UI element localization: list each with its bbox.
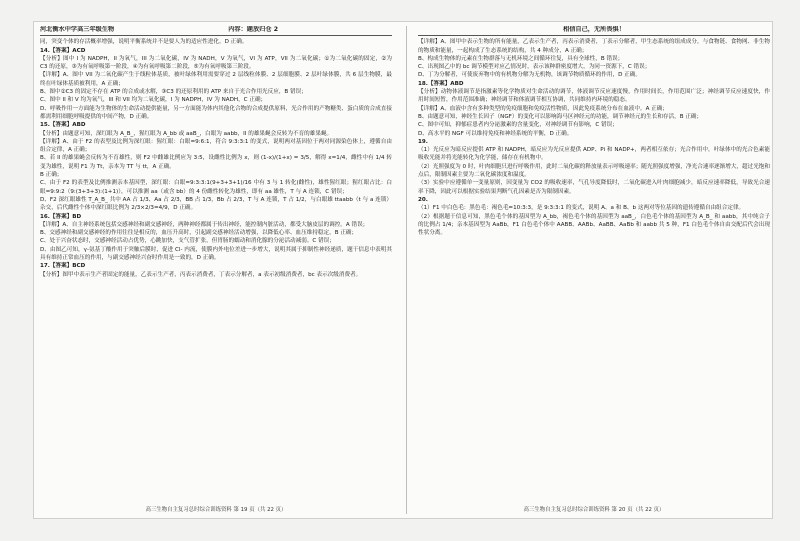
text-line: 【详解】A、图中 VII 为二氧化碳产生于线粒体基质，被叶绿体利用需要穿过 2 层线粒体膜、2 层细胞膜、2 层叶绿体膜，共 6 层生物膜，最终在叶绿体基质被利用，A 正确； — [40, 72, 392, 87]
right-body — [418, 38, 770, 237]
right-page-footer: 高三生物自主复习总时综合训练资料 第 20 页（共 22 页） — [523, 506, 665, 513]
left-page-header — [40, 26, 392, 36]
text-line: D、由图乙可知，γ-氨基丁酸作用于突触后膜时，促进 Cl- 内流，使膜内外电位差进一步增大，说明其属于抑制性神经递质，题干信息中表明其具有维持正常血压的作用，与副交感神经兴奋时作用是一致的，D 正确。 — [40, 246, 392, 262]
text-line: 【分析】图甲中表示生产者固定的能量，乙表示生产者，丙表示消费者，丁表示分解者，a 表示初级消费者，bc 表示次级消费者。 — [40, 271, 362, 278]
text-line: 【详解】A、自主神经系统包括交感神经和副交感神经，两种神经都属于传出神经，能控制内脏活动，都受大脑皮层的调控。A 错误； — [40, 221, 369, 228]
answer-heading: 18.【答案】ABD — [418, 80, 464, 87]
text-line: D、呼吸作用一方面能为生物体的生命活动提供能量，另一方面能为体内其他化合物的合成提供原料，光合作用的产物糖类、蛋白质的合成直接都需利用细胞呼吸提供的中间产物，D 正确。 — [40, 105, 392, 120]
text-line: C、图中可知，抑郁症患者内分泌激素的含量变化，对神经调节有影响，C 错误； — [418, 122, 618, 129]
text-line: 【详解】A、由于 F2 的表型及比例为深红眼：猩红眼：白眼=9:6:1，符合 9:3:3:1 的变式，说明两对基因位于两对同源染色体上，遵循自由组合定律，A 正确； — [40, 138, 392, 154]
page-divider — [406, 26, 407, 514]
text-line: （1）F1 中白色毛：黑色毛：褐色毛=10:3:3，是 9:3:3:1 的变式，说明 A、a 和 B、b 这两对等位基因的遗传遵循自由组合定律。 — [418, 205, 745, 212]
left-page-footer: 高三生物自主复习总时综合训练资料 第 19 页（共 22 页） — [145, 506, 287, 513]
right-page-header — [418, 26, 770, 36]
answer-heading: 14.【答案】ACD — [40, 47, 86, 54]
right-page — [418, 26, 770, 514]
content-title: 内容：题放归仓 2 — [228, 26, 279, 33]
text-line: D、F2 深红眼雄性 T_A_B_ 共中 AA 占 1/3、Aa 占 2/3，BB 占 1/3，Bb 占 2/3，T 与 A 连锁，T 占 1/2，与白眼雄 ttaabb（t 与 a 连锁）杂交，后代雌性个体中深红眼比例为 2/3×2/3=4/9，D 正确。 — [40, 196, 392, 212]
document-sheet — [34, 22, 772, 518]
text-line: B 正确； — [40, 172, 63, 179]
text-line: 【分析】由题意可知，深红眼为 A_B_，猩红眼为 A_bb 或 aaB_，白眼为 aabb，II 的雄果蝇会反转为不育的雄果蝇。 — [40, 130, 333, 137]
text-line: B、由题意可知，神经生长因子（NGF）的变化可以影响海马区神经元的功能，调节神经元的生长和存活，B 正确； — [418, 113, 703, 120]
text-line: D、丁为分解者，可使废弃物中的有机物分解为无机物，该调节物质循环的作用，D 正确。 — [418, 72, 641, 79]
text-line: B、构成生物体的元素在生物群落与无机环境之间循环往复，具有全球性，B 错误； — [418, 55, 624, 62]
text-line: C、图中 II 和 V 均为氧气，III 和 VII 均为二氧化碳，I 为 NADPH，IV 为 NADH，C 正确； — [40, 97, 267, 104]
text-line: C、处于兴奋状态时，交感神经活动占优势，心跳加快，支气管扩张，但胃肠的蠕动和消化腺的分泌活动减弱。C 错误； — [40, 238, 335, 245]
text-line: B、交感神经和副交感神经的作用往往是相反的，血压升高时，引起副交感神经活动增强，以降低心率、血压维持稳定，B 正确； — [40, 230, 358, 237]
left-body — [40, 38, 392, 279]
text-line: 【分析】图中 I 为 NADPH，II 为氧气，III 为二氧化碳，IV 为 NADH，V 为氧气，VI 为 ATP，VII 为二氧化碳；①为二氧化碳的固定，②为 C3 的还原，③为有氧呼吸第一阶段，④为有氧呼吸第二阶段，⑤为有氧呼吸第三阶段。 — [40, 55, 392, 71]
school-title: 河北衡水中学高三年级生物 — [40, 26, 115, 33]
text-line: 【详解】A、图甲中表示生物的所有能量，乙表示生产者，丙表示消费者，丁表示分解者，甲生态系统的组成成分，与食物链、食物网、非生物的物质和能量，一起构成了生态系统的结构，共 4 种成分，A 正确； — [418, 39, 770, 54]
text-line: C、由于 F2 的表型及比例推测亲本基因型，深红眼：白眼=9:3:3:1(9+3+3+1)/16 中有 3 与 1 转化(雌性)，雄性猩红眼；猩红眼占比：白眼=9:9:2（9:(3+3+3):(1+1)），可以推测 aa（或含 bb）的 4 份雌性转化为雄性，即有 aa 雄性，T 与 A 连锁，C 错误； — [40, 180, 392, 195]
answer-heading: 17.【答案】BCD — [40, 263, 86, 270]
answer-heading: 15.【答案】ABD — [40, 122, 86, 129]
text-line: D、高水平的 NGF 可以维持免疫和神经系统的平衡，D 正确。 — [418, 130, 573, 137]
motto: 相信自己，无所畏惧！ — [563, 26, 625, 33]
text-line: B、图中②C3 的固定不存在 ATP 的合成或水解，③C3 的还原利用的 ATP 来自于光合作用光反应，B 错误； — [40, 89, 307, 96]
text-line: （2）光照强度为 0 时，叶肉细胞只进行呼吸作用，此时二氧化碳的释放量表示呼吸速率；随光照强度增强，净光合速率逐渐增大，超过光饱和点后，限制因素主要为二氧化碳浓度和温度。 — [418, 163, 770, 179]
text-line: （3）实验中应遵循单一变量原则，因变量为 CO2 的吸收速率，气孔导度降低时，二氧化碳进入叶肉细胞减少，暗反应速率降低，导致光合速率下降，因此可以根据实验结果判断气孔因素是否为限制因素。 — [418, 180, 770, 195]
text-line: C、出现图乙中的 bc 调节模型对应乙情况时，表示该种群密度增大，为同一资源下，C 错误； — [418, 64, 651, 71]
text-line: （2）根据题干信息可知，黑色毛个体的基因型为 A_bb，褐色毛个体的基因型为 aaB_，白色毛个体的基因型为 A_B_ 和 aabb，其中纯合子的比例占 1/4；亲本基因型为 AaBb，F1 白色毛个体中 AABB、AABb、AaBB、AaBb 和 aabb 共 5 种，F1 白色毛个体自由交配后代会出现性状分离。 — [418, 213, 770, 237]
question-number: 19. — [418, 138, 428, 145]
text-line: 同，突变个体的存活概率增强，说明平衡系统并不是要人为的适应性进化。D 正确。 — [40, 39, 248, 46]
text-line: 【详解】A、血液中含有多种类型的免疫细胞和免疫活性物质，因此免疫系统分布在血液中。A 正确； — [418, 105, 668, 112]
text-line: 【分析】动物体液调节是指激素等化学物质对生命活动的调节，体液调节反应速度慢，作用时间长，作用范围广泛；神经调节反应速度快，作用时间短暂，作用范围准确；神经调节和体液调节相互协调，共同维持内环境的稳态。 — [418, 89, 770, 104]
answer-heading: 16.【答案】BD — [40, 213, 82, 220]
text-line: （1）光反应为暗反应提供 ATP 和 NADPH，暗反应为光反应提供 ADP、Pi 和 NADP+，两者相互依存；光合作用中，叶绿体中的光合色素能吸收光能并将光能转化为化学能，储存在有机物中。 — [418, 147, 770, 162]
text-line: B、若 II 的雄果蝇会反转为不育雄性，则 F2 中雌雄比例应为 3:5，设雌性比例为 x，则 (1-x)/(1+x) = 3/5，解得 x=1/4，雌性中有 1/4 转变为雄性，说明 F1 为 Tt，亲本为 TT 与 tt，A 正确。 — [40, 155, 392, 170]
left-page — [40, 26, 392, 514]
question-number: 20. — [418, 196, 428, 203]
